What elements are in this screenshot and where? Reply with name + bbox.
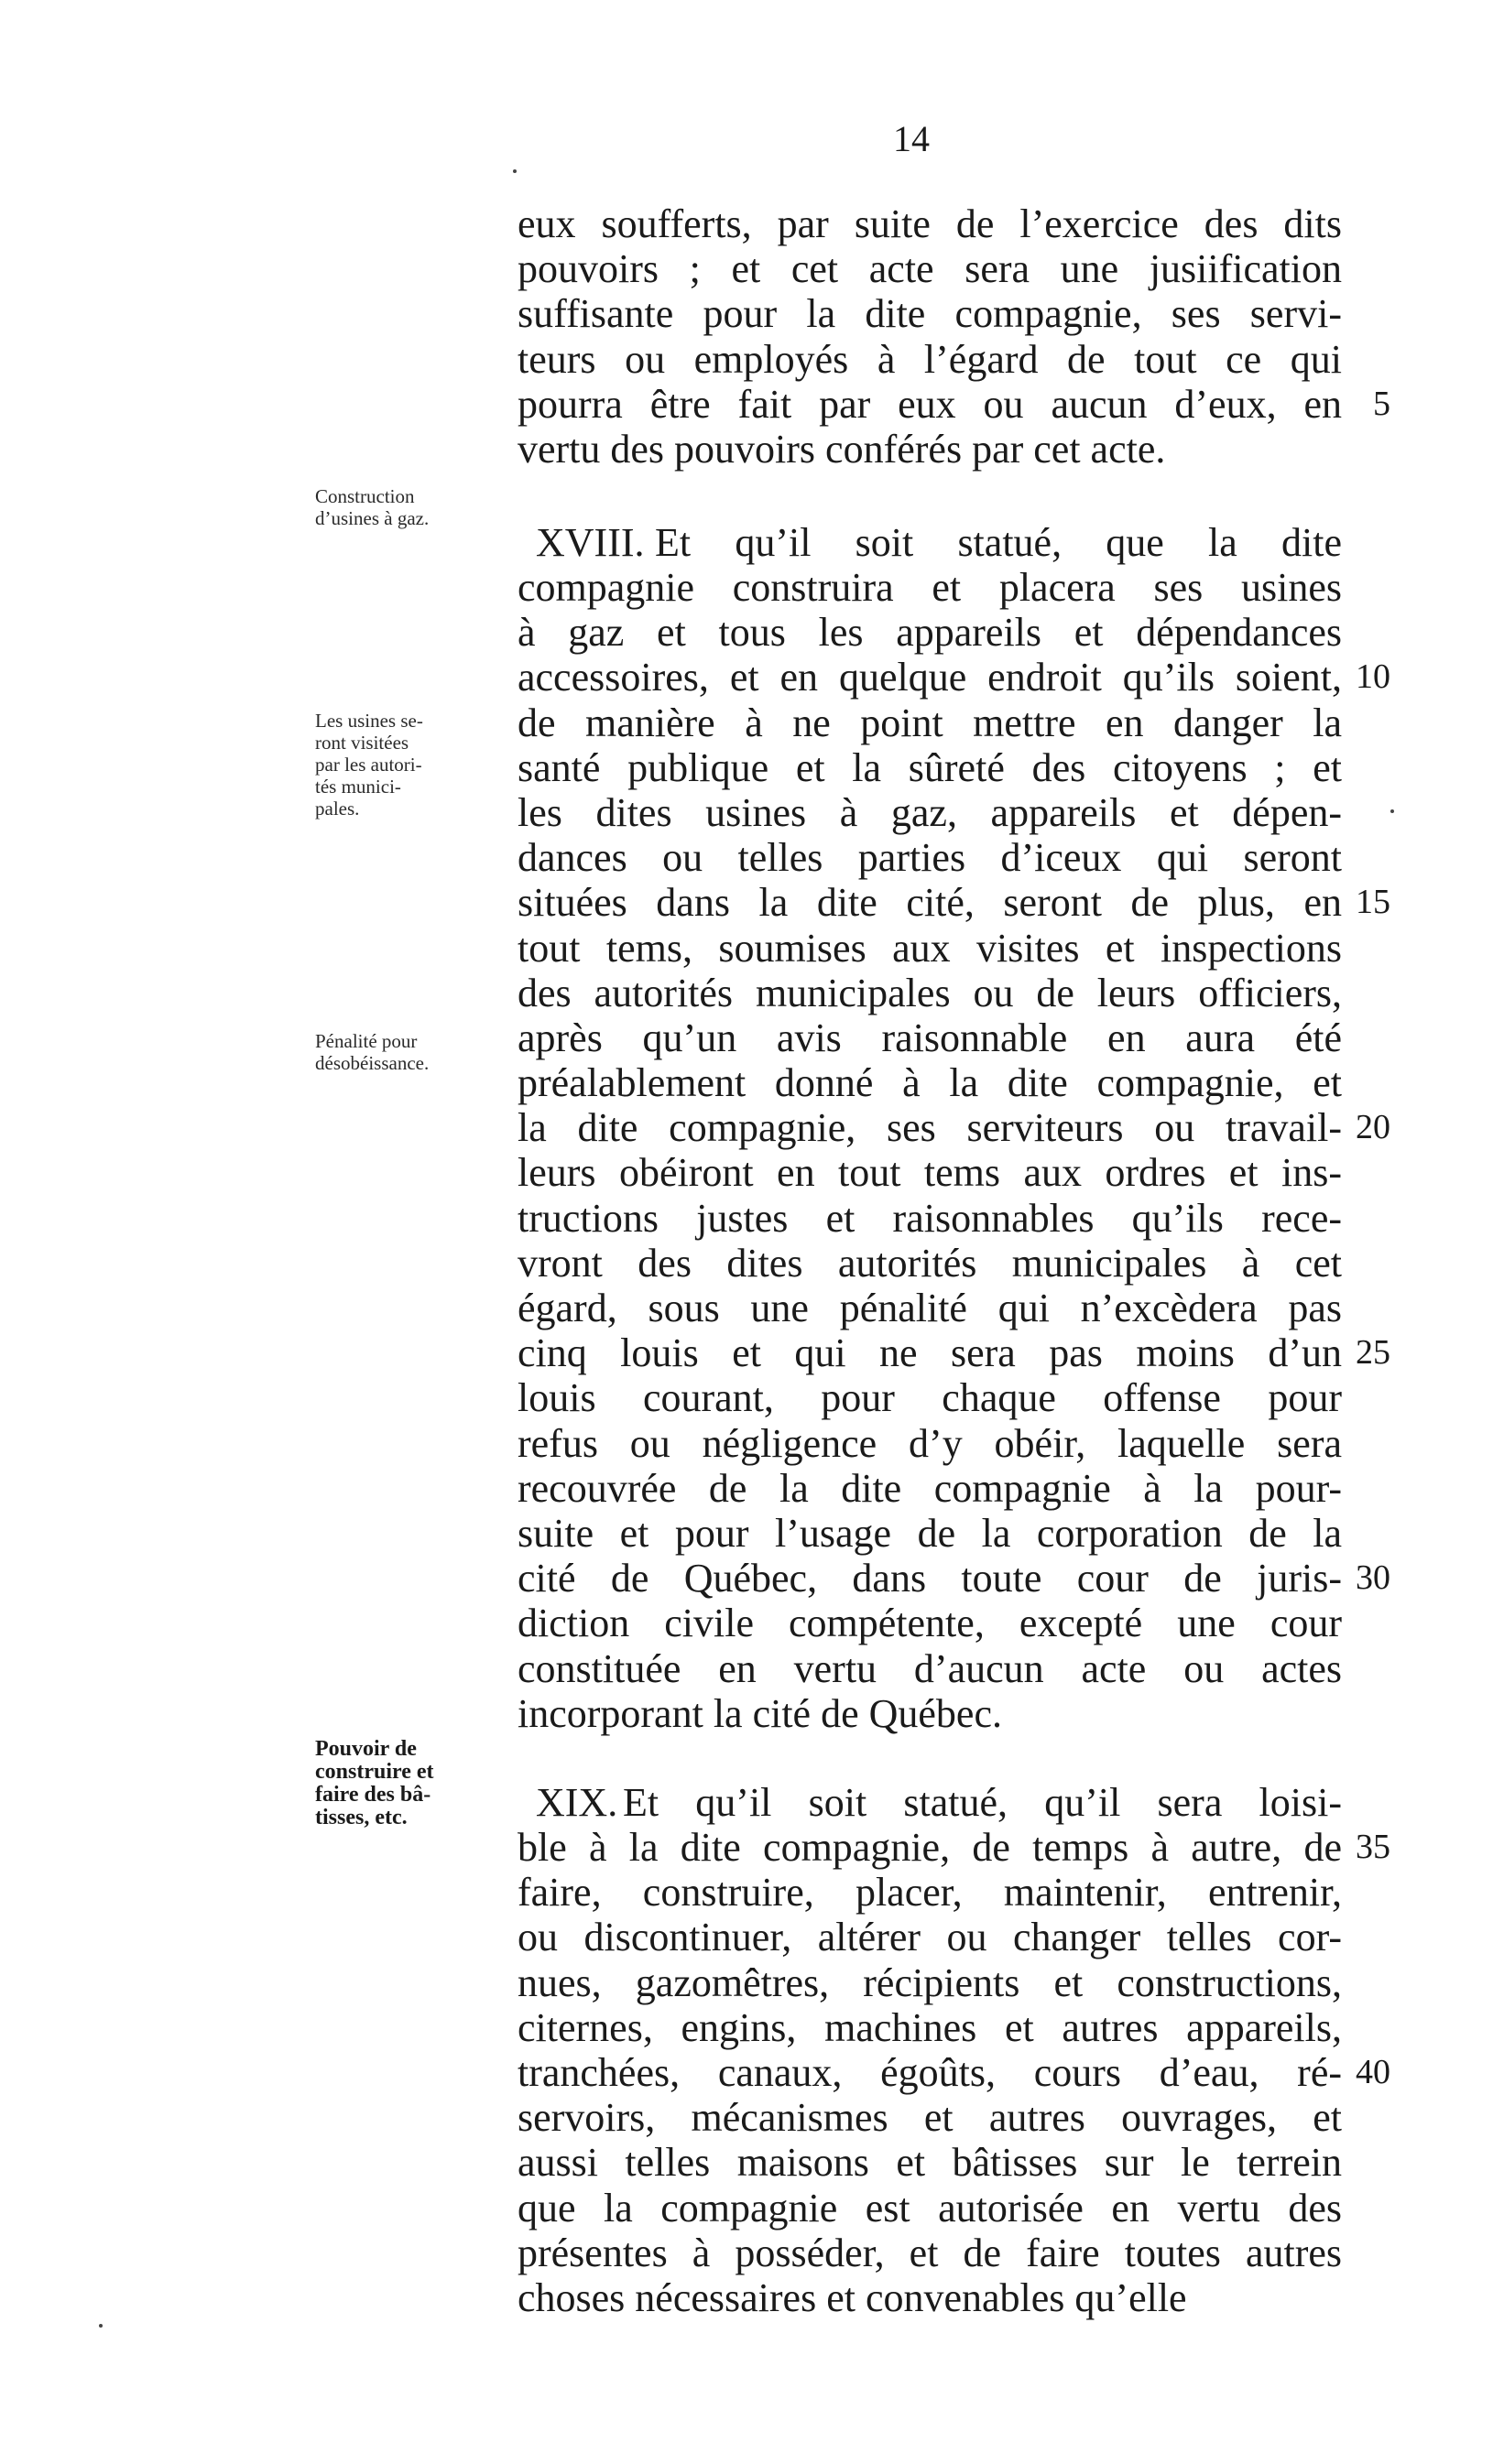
section-xix-heading: XIX. [536, 1780, 618, 1825]
text-line: à gaz et tous les appareils et dépendances [518, 610, 1342, 656]
text-line: suite et pour l’usage de la corporation de la [518, 1510, 1342, 1556]
margin-note-visits: Les usines se- ront visitées par les autori- tés munici- pales. [315, 710, 423, 820]
text-line: leurs obéiront en tout tems aux ordres et ins- [518, 1150, 1342, 1196]
print-speck [513, 169, 517, 173]
text-line: choses nécessaires et convenables qu’elle [518, 2274, 1187, 2320]
text-line: des autorités municipales ou de leurs officiers, [518, 970, 1342, 1015]
text-line: santé publique et la sûreté des citoyens ; et [518, 744, 1342, 790]
text-line: cité de Québec, dans toute cour de juris- [518, 1556, 1342, 1601]
text-line: de manière à ne point mettre en danger la [518, 700, 1342, 745]
text-line: la dite compagnie, ses serviteurs ou travail- [518, 1105, 1342, 1151]
text-line: nues, gazomêtres, récipients et constructions, [518, 1959, 1342, 2005]
text-line: faire, construire, placer, maintenir, entrenir, [518, 1870, 1342, 1916]
margin-note-power: Pouvoir de construire et faire des bâ- tisses, etc. [315, 1737, 434, 1829]
print-speck [1390, 809, 1394, 813]
page-number: 14 [893, 118, 930, 159]
text-line: vertu des pouvoirs conférés par cet acte. [518, 426, 1166, 472]
line-number-20: 20 [1356, 1108, 1390, 1146]
text-line: tranchées, canaux, égoûts, cours d’eau, ré- [518, 2049, 1342, 2095]
text-line: accessoires, et en quelque endroit qu’ils soient, [518, 655, 1342, 700]
text-line: incorporant la cité de Québec. [518, 1690, 1002, 1736]
line-number-5: 5 [1373, 385, 1390, 423]
section-xviii-paragraph [518, 565, 1342, 1736]
text-line: refus ou négligence d’y obéir, laquelle sera [518, 1420, 1342, 1466]
text-line: teurs ou employés à l’égard de tout ce qui [518, 336, 1342, 382]
text-line: que la compagnie est autorisée en vertu des [518, 2185, 1342, 2231]
text-line: recouvrée de la dite compagnie à la pour- [518, 1465, 1342, 1511]
continuation-paragraph [518, 201, 1342, 472]
text-line: constituée en vertu d’aucun acte ou actes [518, 1645, 1342, 1691]
text-line: après qu’un avis raisonnable en aura été [518, 1015, 1342, 1060]
text-line: louis courant, pour chaque offense pour [518, 1375, 1342, 1421]
text-line: dances ou telles parties d’iceux qui seront [518, 835, 1342, 881]
text-line: égard, sous une pénalité qui n’excèdera pas [518, 1286, 1342, 1330]
line-number-10: 10 [1356, 657, 1390, 696]
text-line: pourra être fait par eux ou aucun d’eux, en [518, 381, 1342, 427]
section-xix-paragraph [518, 1825, 1342, 2320]
text-line: tout tems, soumises aux visites et inspections [518, 925, 1342, 971]
text-line: ble à la dite compagnie, de temps à autre, de [518, 1825, 1342, 1870]
text-line: tructions justes et raisonnables qu’ils rece- [518, 1195, 1342, 1241]
text-line: situées dans la dite cité, seront de plus, en [518, 880, 1342, 926]
text-line: suffisante pour la dite compagnie, ses servi- [518, 291, 1342, 337]
line-number-40: 40 [1356, 2053, 1390, 2091]
text-line: citernes, engins, machines et autres appareils, [518, 2004, 1342, 2050]
text-line: préalablement donné à la dite compagnie, et [518, 1060, 1342, 1106]
text-line: cinq louis et qui ne sera pas moins d’un [518, 1330, 1342, 1376]
line-number-15: 15 [1356, 883, 1390, 921]
text-line: vront des dites autorités municipales à cet [518, 1240, 1342, 1286]
text-line: pouvoirs ; et cet acte sera une jusiification [518, 246, 1342, 292]
print-speck [99, 2324, 103, 2328]
text-line: aussi telles maisons et bâtisses sur le terrein [518, 2140, 1342, 2186]
line-number-30: 30 [1356, 1558, 1390, 1597]
text-line: Et qu’il soit statué, que la dite [655, 520, 1342, 565]
margin-note-penalty: Pénalité pour désobéissance. [315, 1030, 430, 1074]
line-number-25: 25 [1356, 1333, 1390, 1372]
line-number-35: 35 [1356, 1828, 1390, 1866]
text-line: compagnie construira et placera ses usines [518, 565, 1342, 610]
margin-note-construction: Construction d’usines à gaz. [315, 485, 430, 529]
section-xix-first-line [623, 1780, 1342, 1825]
text-line: les dites usines à gaz, appareils et dépen- [518, 789, 1342, 835]
section-xviii-heading: XVIII. [536, 520, 645, 565]
section-xviii-first-line [655, 520, 1342, 565]
text-line: servoirs, mécanismes et autres ouvrages, et [518, 2095, 1342, 2141]
text-line: présentes à posséder, et de faire toutes autres [518, 2230, 1342, 2275]
text-line: Et qu’il soit statué, qu’il sera loisi- [623, 1780, 1342, 1825]
text-line: diction civile compétente, excepté une cour [518, 1601, 1342, 1646]
text-line: ou discontinuer, altérer ou changer telles cor- [518, 1915, 1342, 1960]
text-line: eux soufferts, par suite de l’exercice des dits [518, 201, 1342, 246]
